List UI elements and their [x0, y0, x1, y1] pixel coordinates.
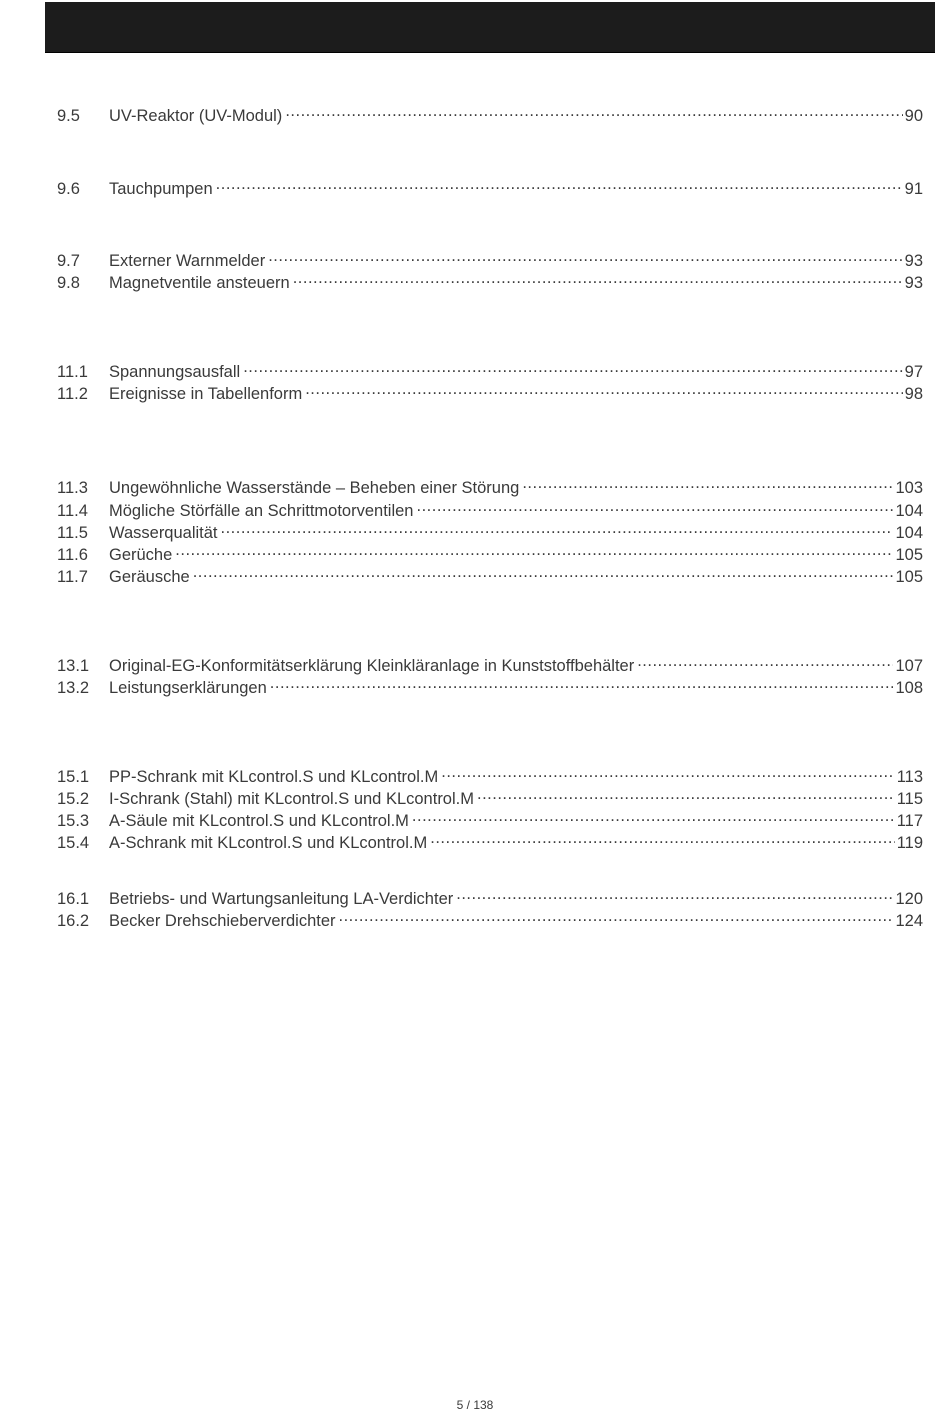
toc-entry[interactable]: [57, 884, 923, 908]
toc-page-number: 117: [896, 812, 923, 830]
toc-entry[interactable]: [57, 806, 923, 830]
toc-leader-dots: [293, 268, 903, 288]
toc-number: 15.2: [57, 790, 90, 808]
toc-page-number: 107: [895, 657, 923, 675]
toc-entry[interactable]: [57, 174, 923, 198]
toc-entry[interactable]: [57, 651, 923, 675]
toc-leader-dots: [243, 357, 902, 377]
toc-leader-dots: [305, 379, 902, 399]
toc-entry[interactable]: [57, 540, 923, 564]
toc-page-number: 124: [895, 912, 923, 930]
toc-number: 9.7: [57, 252, 80, 270]
toc-entry[interactable]: [57, 673, 923, 697]
toc-leader-dots: [339, 906, 894, 926]
toc-page-number: 91: [904, 180, 923, 198]
toc-number: 11.6: [57, 546, 88, 564]
toc-number: 9.6: [57, 180, 80, 198]
toc-page-number: 105: [895, 568, 923, 586]
toc-page-number: 105: [895, 546, 923, 564]
toc-title: Spannungsausfall: [109, 363, 241, 381]
toc-leader-dots: [416, 496, 893, 516]
toc-page-number: 98: [904, 385, 923, 403]
toc-title: Gerüche: [109, 546, 173, 564]
toc-leader-dots: [522, 473, 893, 493]
header-bar: [45, 2, 935, 53]
toc-leader-dots: [477, 784, 895, 804]
toc-title: Betriebs- und Wartungsanleitung LA-Verdichter: [109, 890, 454, 908]
toc-page-number: 93: [904, 274, 923, 292]
toc-entry[interactable]: [57, 379, 923, 403]
toc-title: Original-EG-Konformitätserklärung Kleinkläranlage in Kunststoffbehälter: [109, 657, 635, 675]
toc-leader-dots: [412, 806, 895, 826]
toc-number: 13.1: [57, 657, 90, 675]
toc-leader-dots: [456, 884, 893, 904]
toc-title: Becker Drehschieberverdichter: [109, 912, 336, 930]
toc-number: 11.3: [57, 479, 88, 497]
toc-page-number: 90: [904, 107, 923, 125]
toc-entry[interactable]: [57, 357, 923, 381]
toc-number: 9.5: [57, 107, 80, 125]
toc-title: A-Säule mit KLcontrol.S und KLcontrol.M: [109, 812, 409, 830]
toc-title: Wasserqualität: [109, 524, 218, 542]
toc-title: Tauchpumpen: [109, 180, 213, 198]
toc-title: Mögliche Störfälle an Schrittmotorventilen: [109, 502, 414, 520]
toc-entry[interactable]: [57, 246, 923, 270]
toc-number: 11.5: [57, 524, 88, 542]
toc-title: I-Schrank (Stahl) mit KLcontrol.S und KLcontrol.M: [109, 790, 474, 808]
toc-title: PP-Schrank mit KLcontrol.S und KLcontrol.M: [109, 768, 439, 786]
toc-title: A-Schrank mit KLcontrol.S und KLcontrol.M: [109, 834, 428, 852]
toc-entry[interactable]: [57, 828, 923, 852]
toc-number: 16.2: [57, 912, 90, 930]
toc-entry[interactable]: [57, 473, 923, 497]
toc-title: Externer Warnmelder: [109, 252, 266, 270]
toc-leader-dots: [221, 518, 894, 538]
toc-number: 11.7: [57, 568, 88, 586]
toc-leader-dots: [430, 828, 894, 848]
toc-entry[interactable]: [57, 518, 923, 542]
toc-title: Magnetventile ansteuern: [109, 274, 290, 292]
toc-entry[interactable]: [57, 906, 923, 930]
toc-title: Ungewöhnliche Wasserstände – Beheben einer Störung: [109, 479, 520, 497]
toc-page-number: 97: [904, 363, 923, 381]
toc-entry[interactable]: [57, 101, 923, 125]
toc-number: 11.2: [57, 385, 88, 403]
toc-page-number: 120: [895, 890, 923, 908]
toc-entry[interactable]: [57, 762, 923, 786]
toc-leader-dots: [268, 246, 902, 266]
toc-entry[interactable]: [57, 784, 923, 808]
toc-leader-dots: [441, 762, 894, 782]
toc-page-number: 104: [895, 502, 923, 520]
page-number: 5 / 138: [456, 1398, 494, 1412]
toc-number: 15.3: [57, 812, 90, 830]
toc-number: 11.4: [57, 502, 88, 520]
toc-leader-dots: [270, 673, 894, 693]
toc-title: Leistungserklärungen: [109, 679, 267, 697]
toc-leader-dots: [216, 174, 903, 194]
toc-page-number: 113: [896, 768, 923, 786]
toc-page-number: 115: [896, 790, 923, 808]
toc-number: 9.8: [57, 274, 80, 292]
toc-leader-dots: [175, 540, 893, 560]
toc-page-number: 103: [895, 479, 923, 497]
toc-entry[interactable]: [57, 496, 923, 520]
toc-entry[interactable]: [57, 562, 923, 586]
toc-number: 15.4: [57, 834, 90, 852]
toc-number: 16.1: [57, 890, 90, 908]
toc-page-number: 108: [895, 679, 923, 697]
toc-page-number: 93: [904, 252, 923, 270]
toc-number: 13.2: [57, 679, 90, 697]
toc-title: UV-Reaktor (UV-Modul): [109, 107, 283, 125]
toc-entry[interactable]: [57, 268, 923, 292]
toc-page-number: 119: [896, 834, 923, 852]
toc-title: Geräusche: [109, 568, 190, 586]
toc-leader-dots: [637, 651, 893, 671]
toc-leader-dots: [193, 562, 894, 582]
toc-number: 11.1: [57, 363, 88, 381]
toc-title: Ereignisse in Tabellenform: [109, 385, 303, 403]
toc-leader-dots: [285, 101, 902, 121]
toc-page-number: 104: [895, 524, 923, 542]
toc-number: 15.1: [57, 768, 90, 786]
